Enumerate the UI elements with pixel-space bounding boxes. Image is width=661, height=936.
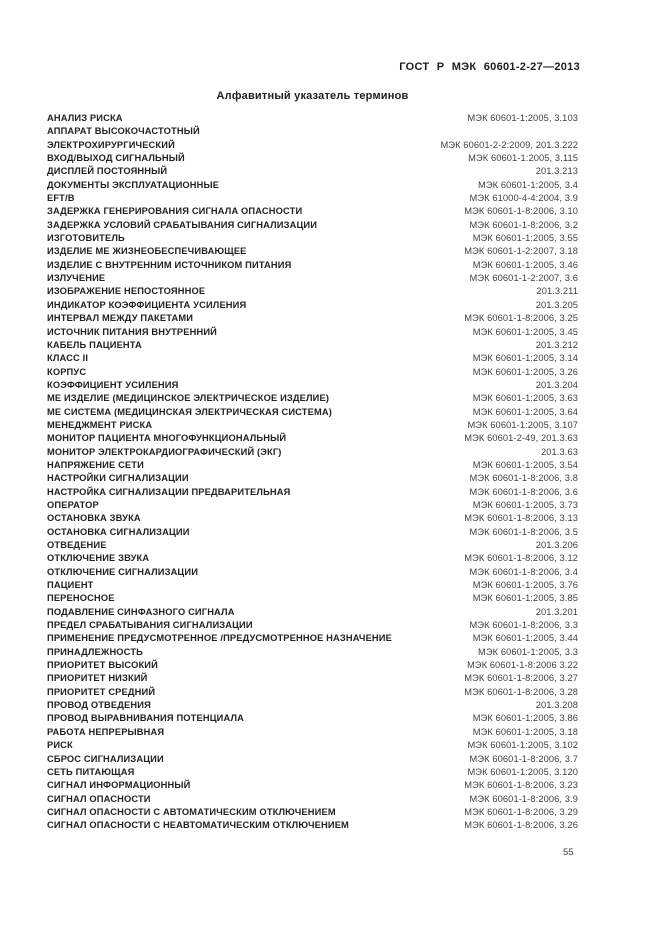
- index-row: [47, 472, 578, 485]
- term-reference: МЭК 60601-1:2005, 3.103: [467, 113, 578, 123]
- term-reference: МЭК 60601-1:2005, 3.76: [472, 580, 578, 591]
- term-reference: МЭК 60601-1-8:2006, 3.7: [469, 753, 578, 764]
- term-reference: МЭК 60601-1-8:2006, 3.29: [464, 806, 578, 817]
- term-label: ИЗДЕЛИЕ МЕ ЖИЗНЕОБЕСПЕЧИВАЮЩЕЕ: [47, 246, 247, 257]
- index-row: [47, 712, 578, 725]
- term-reference: МЭК 60601-1:2005, 3.86: [472, 713, 578, 724]
- index-row: [47, 179, 578, 192]
- term-reference: МЭК 60601-1-8:2006, 3.12: [464, 553, 578, 564]
- index-row: [47, 486, 578, 499]
- term-label: ИСТОЧНИК ПИТАНИЯ ВНУТРЕННИЙ: [47, 326, 217, 337]
- term-label: МОНИТОР ЭЛЕКТРОКАРДИОГРАФИЧЕСКИЙ (ЭКГ): [47, 446, 282, 457]
- index-row: [47, 152, 578, 165]
- term-reference: МЭК 60601-1:2005, 3.26: [472, 366, 578, 377]
- index-row: [47, 366, 578, 379]
- index-row: [47, 592, 578, 605]
- index-row: [47, 285, 578, 298]
- index-row: [47, 552, 578, 565]
- term-label: СИГНАЛ ОПАСНОСТИ С НЕАВТОМАТИЧЕСКИМ ОТКЛЮЧЕНИЕМ: [47, 820, 349, 831]
- index-row: [47, 272, 578, 285]
- index-row: [47, 112, 578, 125]
- index-row: [47, 632, 578, 645]
- term-reference: МЭК 60601-1-8:2006, 3.4: [469, 566, 578, 577]
- term-reference: МЭК 60601-1:2005, 3.64: [472, 406, 578, 417]
- term-reference: МЭК 60601-1:2005, 3.54: [472, 459, 578, 470]
- term-label: ДОКУМЕНТЫ ЭКСПЛУАТАЦИОННЫЕ: [47, 179, 220, 190]
- term-reference: МЭК 60601-1:2005, 3.115: [468, 153, 578, 164]
- term-label: ИНТЕРВАЛ МЕЖДУ ПАКЕТАМИ: [47, 313, 194, 324]
- term-label: КОЭФФИЦИЕНТ УСИЛЕНИЯ: [47, 379, 179, 390]
- page-title: Алфавитный указатель терминов: [216, 90, 409, 102]
- term-reference: МЭК 60601-1-8:2006, 3.8: [469, 473, 578, 484]
- term-label: СИГНАЛ ОПАСНОСТИ С АВТОМАТИЧЕСКИМ ОТКЛЮЧЕНИЕМ: [47, 806, 336, 817]
- term-reference: МЭК 60601-1:2005, 3.107: [467, 419, 578, 430]
- term-label: ПРЕДЕЛ СРАБАТЫВАНИЯ СИГНАЛИЗАЦИИ: [47, 620, 253, 631]
- index-list: [47, 112, 578, 833]
- index-row: [47, 379, 578, 392]
- index-row: [47, 312, 578, 325]
- term-label: МЕ СИСТЕМА (МЕДИЦИНСКАЯ ЭЛЕКТРИЧЕСКАЯ СИСТЕМА): [47, 406, 332, 417]
- term-reference: МЭК 60601-1-8:2006, 3.28: [464, 686, 578, 697]
- term-label: ИЗГОТОВИТЕЛЬ: [47, 233, 125, 244]
- term-reference: МЭК 60601-1-2:2007, 3.18: [464, 246, 578, 257]
- term-reference: МЭК 60601-1:2005, 3.3: [478, 646, 578, 657]
- term-reference: МЭК 60601-1:2005, 3.63: [472, 393, 578, 404]
- term-label: ВХОД/ВЫХОД СИГНАЛЬНЫЙ: [47, 153, 185, 164]
- term-label: КЛАСС II: [47, 353, 89, 364]
- index-row: [47, 339, 578, 352]
- index-row: [47, 539, 578, 552]
- page-number: 55: [563, 847, 574, 858]
- document-code: ГОСТ Р МЭК 60601-2-27—2013: [399, 61, 580, 73]
- index-row: [47, 459, 578, 472]
- term-label: ОТКЛЮЧЕНИЕ ЗВУКА: [47, 553, 150, 564]
- term-label: ЭЛЕКТРОХИРУРГИЧЕСКИЙ: [47, 139, 175, 150]
- term-reference: МЭК 60601-1-8:2006, 3.13: [464, 513, 578, 524]
- term-label: ПРИОРИТЕТ ВЫСОКИЙ: [47, 660, 158, 671]
- index-row: [47, 739, 578, 752]
- index-row: [47, 699, 578, 712]
- index-row: [47, 659, 578, 672]
- term-reference: МЭК 60601-1:2005, 3.85: [472, 593, 578, 604]
- term-reference: МЭК 60601-2-2:2009, 201.3.222: [440, 139, 578, 150]
- term-label: ОТВЕДЕНИЕ: [47, 540, 107, 550]
- term-reference: МЭК 60601-1-8:2006, 3.2: [469, 219, 578, 230]
- term-label: РАБОТА НЕПРЕРЫВНАЯ: [47, 726, 165, 737]
- term-label: НАСТРОЙКА СИГНАЛИЗАЦИИ ПРЕДВАРИТЕЛЬНАЯ: [47, 486, 291, 497]
- term-label: ИЗДЕЛИЕ С ВНУТРЕННИМ ИСТОЧНИКОМ ПИТАНИЯ: [47, 259, 292, 270]
- index-row: [47, 686, 578, 699]
- index-row: [47, 766, 578, 779]
- term-reference: МЭК 60601-1:2005, 3.18: [472, 726, 578, 737]
- term-reference: МЭК 60601-1-2:2007, 3.6: [469, 273, 578, 284]
- term-reference: 201.3.213: [535, 166, 578, 177]
- index-row: [47, 806, 578, 819]
- term-label: EFT/B: [47, 193, 75, 204]
- index-row: [47, 526, 578, 539]
- term-label: ПЕРЕНОСНОЕ: [47, 593, 115, 604]
- term-reference: МЭК 60601-1-8:2006, 3.27: [464, 673, 578, 684]
- term-label: СЕТЬ ПИТАЮЩАЯ: [47, 766, 135, 777]
- index-row: [47, 672, 578, 685]
- term-reference: МЭК 60601-1:2005, 3.46: [472, 259, 578, 270]
- index-row: [47, 579, 578, 592]
- index-row: [47, 606, 578, 619]
- term-label: ЗАДЕРЖКА ГЕНЕРИРОВАНИЯ СИГНАЛА ОПАСНОСТИ: [47, 206, 303, 217]
- index-row: [47, 406, 578, 419]
- term-label: ЗАДЕРЖКА УСЛОВИЙ СРАБАТЫВАНИЯ СИГНАЛИЗАЦИИ: [47, 219, 318, 230]
- term-label: ДИСПЛЕЙ ПОСТОЯННЫЙ: [47, 166, 168, 177]
- term-label: ПРИОРИТЕТ СРЕДНИЙ: [47, 686, 156, 697]
- term-label: ОСТАНОВКА ЗВУКА: [47, 513, 141, 524]
- term-reference: МЭК 60601-1-8:2006, 3.25: [464, 313, 578, 324]
- term-label: ПРИНАДЛЕЖНОСТЬ: [47, 646, 143, 657]
- index-row: [47, 646, 578, 659]
- term-reference: МЭК 60601-1:2005, 3.55: [472, 233, 578, 244]
- term-reference: МЭК 60601-1:2005, 3.102: [467, 740, 578, 751]
- term-reference: МЭК 60601-1:2005, 3.45: [472, 326, 578, 337]
- term-label: ИЗОБРАЖЕНИЕ НЕПОСТОЯННОЕ: [47, 286, 206, 297]
- index-row: [47, 192, 578, 205]
- index-row: [47, 205, 578, 218]
- term-label: АППАРАТ ВЫСОКОЧАСТОТНЫЙ: [47, 126, 200, 137]
- index-row: [47, 326, 578, 339]
- term-reference: МЭК 60601-1:2005, 3.44: [472, 633, 578, 644]
- term-label: ПРОВОД ОТВЕДЕНИЯ: [47, 700, 151, 711]
- term-reference: МЭК 60601-2-49, 201.3.63: [464, 433, 578, 444]
- term-reference: 201.3.204: [535, 379, 578, 390]
- term-reference: 201.3.205: [535, 299, 578, 310]
- term-reference: 201.3.208: [535, 700, 578, 711]
- term-label: НАПРЯЖЕНИЕ СЕТИ: [47, 459, 144, 470]
- term-reference: 201.3.206: [535, 540, 578, 550]
- term-reference: МЭК 60601-1-8:2006, 3.26: [464, 820, 578, 831]
- term-label: МЕ ИЗДЕЛИЕ (МЕДИЦИНСКОЕ ЭЛЕКТРИЧЕСКОЕ ИЗДЕЛИЕ): [47, 393, 330, 404]
- term-label: МОНИТОР ПАЦИЕНТА МНОГОФУНКЦИОНАЛЬНЫЙ: [47, 433, 287, 444]
- term-reference: МЭК 60601-1-8:2006, 3.3: [469, 620, 578, 631]
- index-row: [47, 446, 578, 459]
- index-row: [47, 232, 578, 245]
- term-reference: 201.3.201: [535, 606, 578, 617]
- term-label: СИГНАЛ ИНФОРМАЦИОННЫЙ: [47, 780, 191, 791]
- term-reference: МЭК 61000-4-4:2004, 3.9: [469, 193, 578, 204]
- index-row: [47, 499, 578, 512]
- index-row: [47, 566, 578, 579]
- term-label: РИСК: [47, 740, 73, 751]
- term-label: ПРОВОД ВЫРАВНИВАНИЯ ПОТЕНЦИАЛА: [47, 713, 244, 724]
- term-label: АНАЛИЗ РИСКА: [47, 113, 123, 123]
- index-row: [47, 753, 578, 766]
- term-reference: МЭК 60601-1:2005, 3.73: [472, 499, 578, 510]
- index-row: [47, 125, 578, 138]
- index-row: [47, 165, 578, 178]
- term-label: ПРИМЕНЕНИЕ ПРЕДУСМОТРЕННОЕ /ПРЕДУСМОТРЕННОЕ НАЗНАЧЕНИЕ: [47, 633, 392, 644]
- term-reference: 201.3.63: [541, 446, 578, 457]
- index-row: [47, 259, 578, 272]
- term-label: ПАЦИЕНТ: [47, 580, 94, 591]
- term-label: ОПЕРАТОР: [47, 499, 99, 510]
- term-reference: МЭК 60601-1:2005, 3.14: [472, 353, 578, 364]
- term-label: НАСТРОЙКИ СИГНАЛИЗАЦИИ: [47, 473, 189, 484]
- term-label: КАБЕЛЬ ПАЦИЕНТА: [47, 339, 142, 350]
- term-label: МЕНЕДЖМЕНТ РИСКА: [47, 419, 153, 430]
- term-label: ИЗЛУЧЕНИЕ: [47, 273, 106, 284]
- term-reference: МЭК 60601-1-8:2006, 3.6: [469, 486, 578, 497]
- index-row: [47, 219, 578, 232]
- term-reference: МЭК 60601-1:2005, 3.120: [467, 766, 578, 777]
- term-label: СИГНАЛ ОПАСНОСТИ: [47, 793, 151, 804]
- index-row: [47, 299, 578, 312]
- index-row: [47, 726, 578, 739]
- term-reference: МЭК 60601-1-8:2006, 3.10: [464, 206, 578, 217]
- index-row: [47, 432, 578, 445]
- term-label: ПРИОРИТЕТ НИЗКИЙ: [47, 673, 148, 684]
- term-reference: 201.3.212: [535, 339, 578, 350]
- term-label: ПОДАВЛЕНИЕ СИНФАЗНОГО СИГНАЛА: [47, 606, 235, 617]
- index-row: [47, 512, 578, 525]
- term-label: ИНДИКАТОР КОЭФФИЦИЕНТА УСИЛЕНИЯ: [47, 299, 247, 310]
- index-row: [47, 619, 578, 632]
- term-label: СБРОС СИГНАЛИЗАЦИИ: [47, 753, 164, 764]
- term-reference: МЭК 60601-1-8:2006, 3.5: [469, 526, 578, 537]
- index-row: [47, 793, 578, 806]
- index-row: [47, 352, 578, 365]
- index-row: [47, 139, 578, 152]
- term-label: ОТКЛЮЧЕНИЕ СИГНАЛИЗАЦИИ: [47, 566, 199, 577]
- term-reference: МЭК 60601-1-8:2006 3.22: [466, 660, 578, 671]
- index-row: [47, 245, 578, 258]
- term-reference: 201.3.211: [536, 286, 578, 297]
- term-label: КОРПУС: [47, 366, 87, 377]
- term-label: ОСТАНОВКА СИГНАЛИЗАЦИИ: [47, 526, 190, 537]
- index-row: [47, 779, 578, 792]
- index-row: [47, 419, 578, 432]
- term-reference: МЭК 60601-1-8:2006, 3.23: [464, 780, 578, 791]
- index-row: [47, 819, 578, 832]
- term-reference: МЭК 60601-1:2005, 3.4: [478, 179, 578, 190]
- index-row: [47, 392, 578, 405]
- term-reference: МЭК 60601-1-8:2006, 3.9: [469, 793, 578, 804]
